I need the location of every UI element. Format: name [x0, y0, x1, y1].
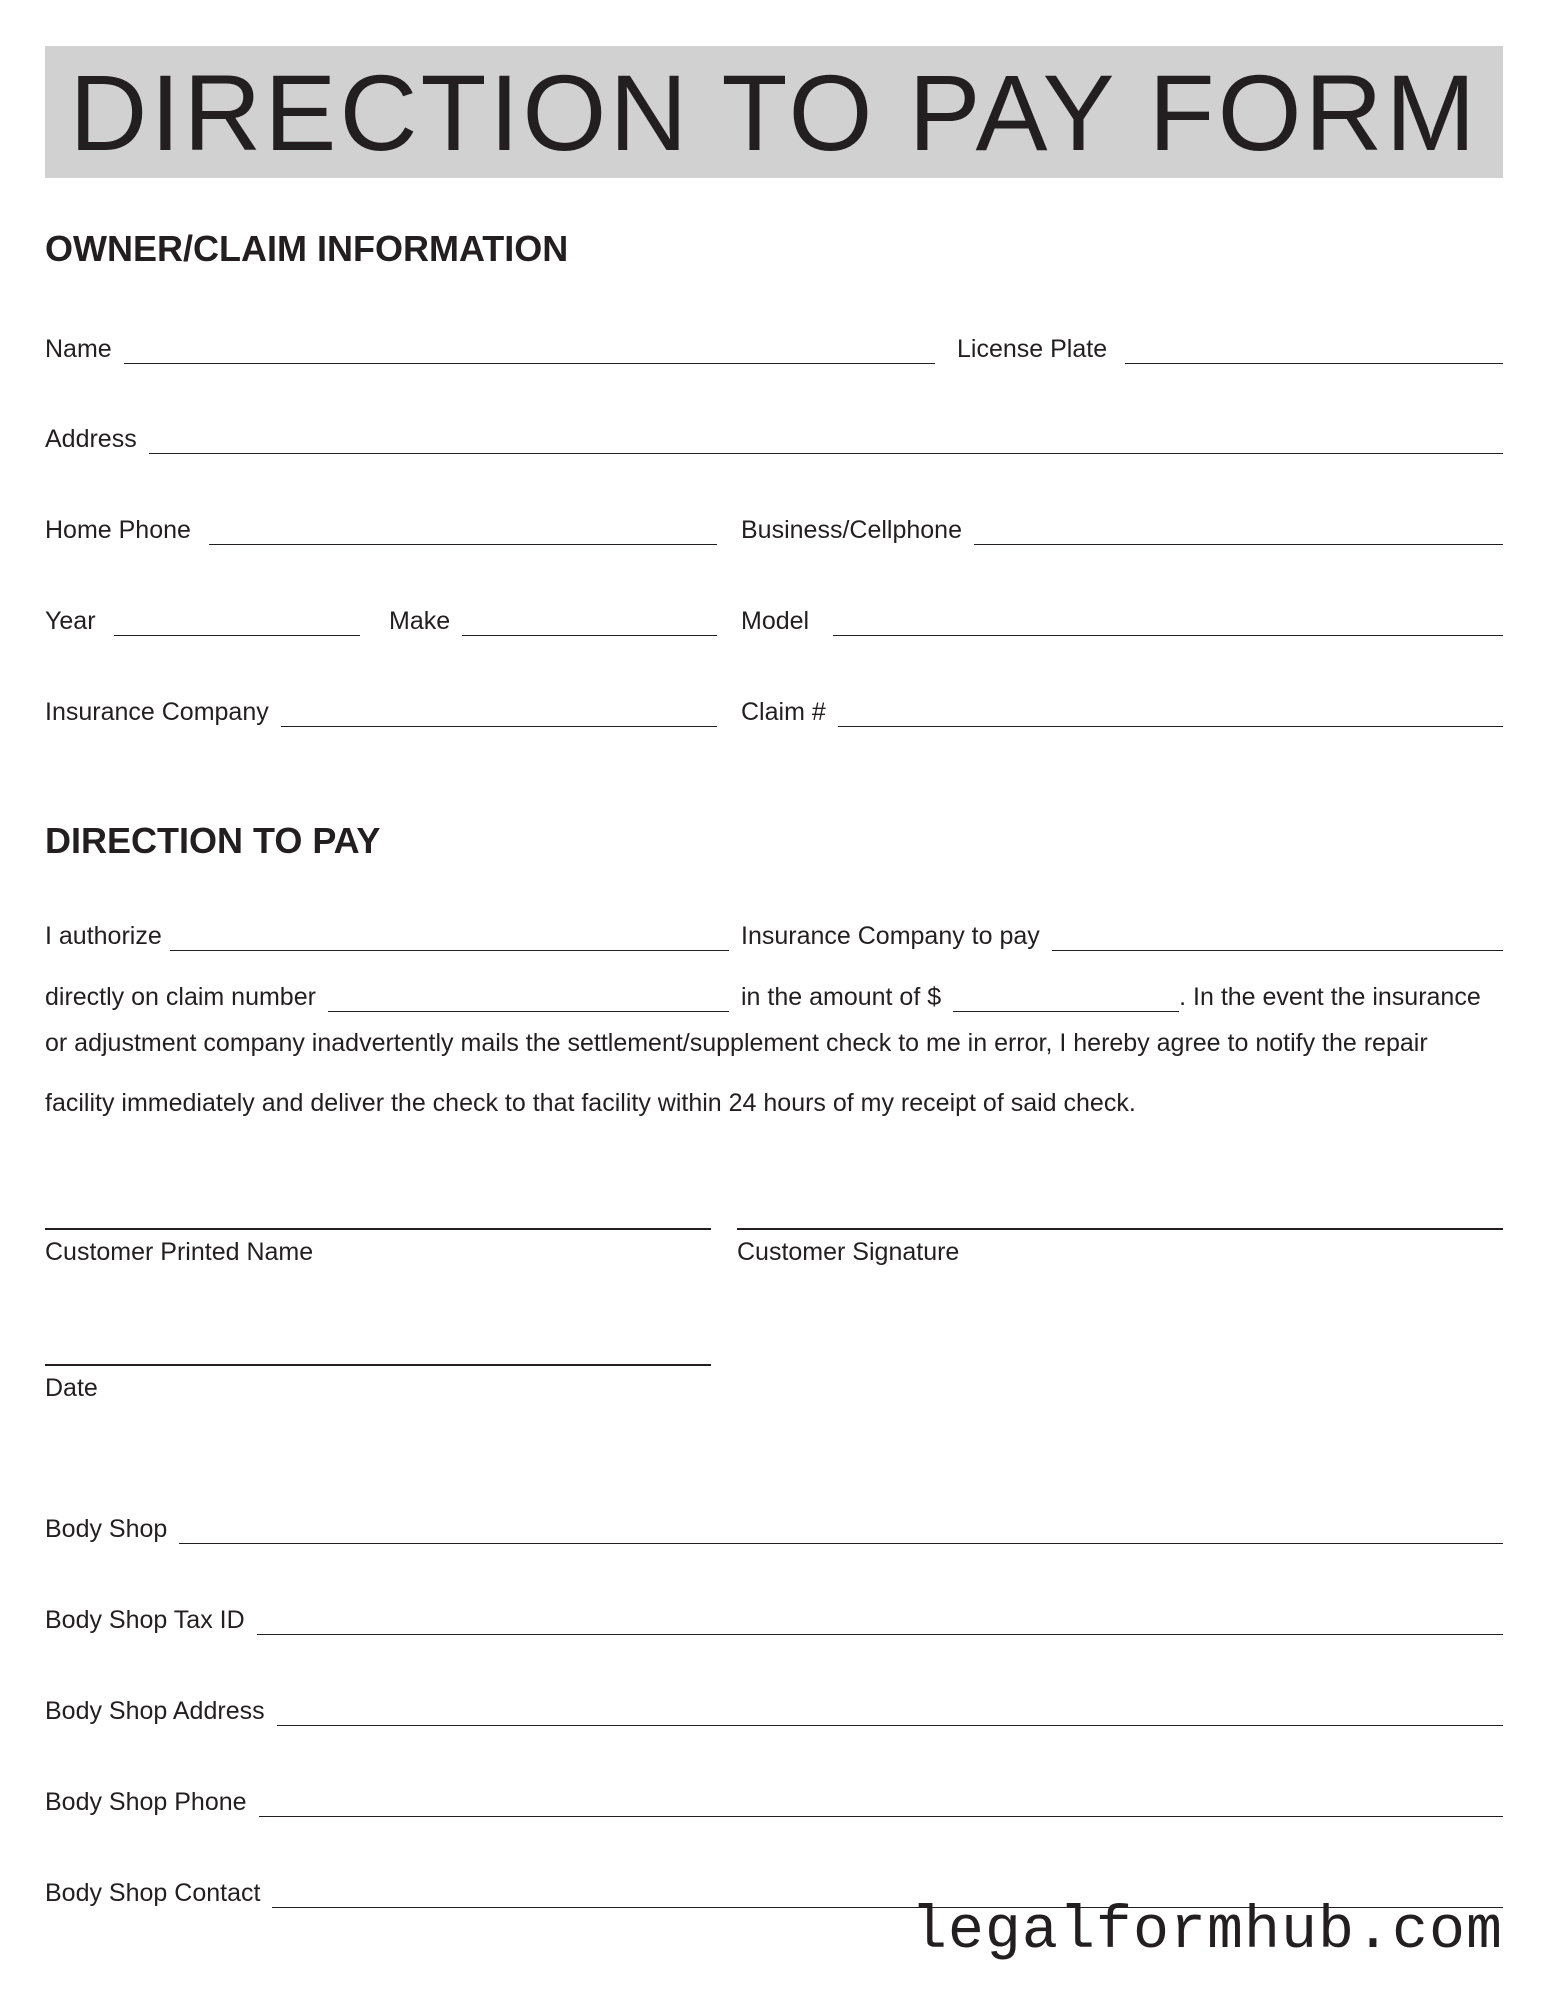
body-shop-phone-blank[interactable]	[259, 1786, 1503, 1817]
body-shop-tax-id-field[interactable]	[45, 1595, 1503, 1635]
license-plate-field[interactable]	[957, 324, 1503, 364]
insurance-event-text: . In the event the insurance	[1179, 983, 1481, 1011]
year-blank[interactable]	[114, 605, 360, 636]
home-phone-label: Home Phone	[45, 516, 191, 544]
body-shop-address-field[interactable]	[45, 1686, 1503, 1726]
agreement-line-1: or adjustment company inadvertently mails the settlement/supplement check to me in error, I hereby agree to notify the repair	[45, 1029, 1428, 1057]
body-shop-tax-id-row	[45, 1595, 1503, 1635]
business-cellphone-label: Business/Cellphone	[741, 516, 962, 544]
direct-claim-label: directly on claim number	[45, 983, 316, 1011]
make-blank[interactable]	[462, 605, 717, 636]
amount-field[interactable]	[741, 972, 1503, 1012]
authorize-row	[45, 911, 1503, 951]
business-cellphone-field[interactable]	[741, 505, 1503, 545]
body-shop-address-label: Body Shop Address	[45, 1697, 265, 1725]
amount-label: in the amount of $	[741, 983, 942, 1011]
name-label: Name	[45, 335, 112, 363]
claim-number-field[interactable]	[741, 687, 1503, 727]
owner-claim-heading: OWNER/CLAIM INFORMATION	[45, 228, 569, 269]
pay-to-field[interactable]	[741, 911, 1503, 951]
title-bar	[45, 46, 1503, 178]
body-shop-tax-id-blank[interactable]	[257, 1604, 1503, 1635]
amount-blank[interactable]	[953, 981, 1179, 1012]
claim-number-label: Claim #	[741, 698, 826, 726]
model-field[interactable]	[741, 596, 1503, 636]
customer-signature-block[interactable]	[737, 1228, 1503, 1267]
body-shop-phone-label: Body Shop Phone	[45, 1788, 247, 1816]
body-shop-field[interactable]	[45, 1504, 1503, 1544]
home-phone-blank[interactable]	[209, 514, 717, 545]
insurance-company-field[interactable]	[45, 687, 717, 727]
insurance-company-blank[interactable]	[281, 696, 717, 727]
watermark: legalformhub.com	[910, 1898, 1503, 1966]
claim-number-blank[interactable]	[838, 696, 1503, 727]
agreement-line-2: facility immediately and deliver the check to that facility within 24 hours of my receipt of said check.	[45, 1089, 1136, 1117]
body-shop-row	[45, 1504, 1503, 1544]
model-blank[interactable]	[833, 605, 1503, 636]
make-field[interactable]	[389, 596, 717, 636]
body-shop-address-blank[interactable]	[277, 1695, 1503, 1726]
customer-printed-name-line[interactable]	[45, 1228, 711, 1230]
body-shop-phone-field[interactable]	[45, 1777, 1503, 1817]
insurance-company-label: Insurance Company	[45, 698, 269, 726]
model-label: Model	[741, 607, 810, 635]
customer-printed-name-block[interactable]	[45, 1228, 711, 1267]
pay-to-blank[interactable]	[1052, 920, 1503, 951]
body-shop-phone-row	[45, 1777, 1503, 1817]
address-row	[45, 414, 1503, 454]
vehicle-row	[45, 596, 1503, 636]
authorize-blank[interactable]	[170, 920, 729, 951]
license-plate-label: License Plate	[957, 335, 1108, 363]
customer-signature-line[interactable]	[737, 1228, 1503, 1230]
year-label: Year	[45, 607, 96, 635]
authorize-field[interactable]	[45, 911, 729, 951]
body-shop-blank[interactable]	[179, 1513, 1503, 1544]
date-line[interactable]	[45, 1364, 711, 1366]
pay-to-label: Insurance Company to pay	[741, 922, 1040, 950]
customer-printed-name-label: Customer Printed Name	[45, 1238, 314, 1266]
year-field[interactable]	[45, 596, 360, 636]
business-cellphone-blank[interactable]	[974, 514, 1503, 545]
name-blank[interactable]	[124, 333, 935, 364]
claim-amount-row	[45, 972, 1503, 1012]
home-phone-field[interactable]	[45, 505, 717, 545]
body-shop-contact-label: Body Shop Contact	[45, 1879, 261, 1907]
address-label: Address	[45, 425, 137, 453]
make-label: Make	[389, 607, 451, 635]
address-blank[interactable]	[149, 423, 1503, 454]
customer-signature-label: Customer Signature	[737, 1238, 960, 1266]
body-shop-address-row	[45, 1686, 1503, 1726]
name-row	[45, 324, 1503, 364]
direct-claim-blank[interactable]	[328, 981, 729, 1012]
license-plate-blank[interactable]	[1125, 333, 1503, 364]
name-field[interactable]	[45, 324, 935, 364]
phone-row	[45, 505, 1503, 545]
address-field[interactable]	[45, 414, 1503, 454]
date-block[interactable]	[45, 1364, 711, 1403]
direct-claim-field[interactable]	[45, 972, 729, 1012]
direction-to-pay-heading: DIRECTION TO PAY	[45, 820, 381, 861]
body-shop-label: Body Shop	[45, 1515, 168, 1543]
insurance-row	[45, 687, 1503, 727]
body-shop-tax-id-label: Body Shop Tax ID	[45, 1606, 245, 1634]
form-title: DIRECTION TO PAY FORM	[69, 51, 1479, 173]
date-label: Date	[45, 1374, 98, 1402]
authorize-label: I authorize	[45, 922, 162, 950]
